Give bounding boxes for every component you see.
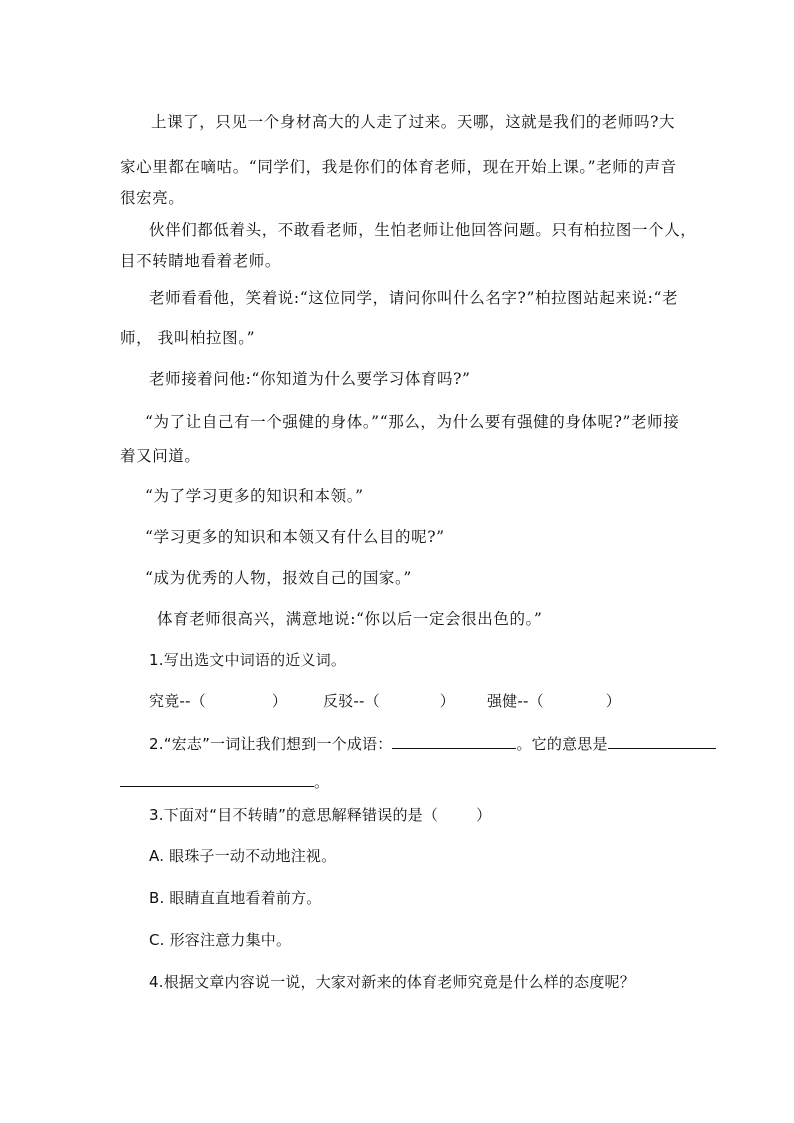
question-3-close: ） (476, 806, 492, 824)
q3-option-c: C. 形容注意力集中。 (149, 931, 292, 949)
passage-p6: “为了学习更多的知识和本领。” (145, 487, 364, 505)
passage-p3-line1: 老师看看他，笑着说:“这位同学，请问你叫什么名字?”柏拉图站起来说:“老 (149, 289, 679, 307)
q1-word-1-close: ） (271, 692, 288, 710)
question-3-stem: 3.下面对“目不转睛”的意思解释错误的是（ (149, 806, 439, 824)
q2-meaning-blank-2[interactable] (120, 770, 314, 787)
passage-p4: 老师接着问他:“你知道为什么要学习体育吗?” (149, 370, 471, 388)
question-3-text (149, 804, 491, 825)
question-4-text: 4.根据文章内容说一说，大家对新来的体育老师究竟是什么样的态度呢？ (149, 973, 635, 991)
question-2-text-b: 。它的意思是 (516, 735, 608, 753)
passage-p1-line2: 家心里都在嘀咕。“同学们，我是你们的体育老师，现在开始上课。”老师的声音 (120, 158, 677, 176)
passage-p5-line2: 着又问道。 (120, 447, 201, 465)
passage-p7: “学习更多的知识和本领又有什么目的呢?” (145, 528, 445, 546)
passage-p1-line3: 很宏亮。 (120, 189, 185, 207)
passage-p8: “成为优秀的人物，报效自己的国家。” (145, 569, 412, 587)
q3-option-a: A. 眼珠子一动不动地注视。 (149, 847, 337, 865)
q2-meaning-blank-1[interactable] (608, 732, 716, 749)
q1-word-2: 反驳--（ (322, 692, 380, 710)
passage-p9: 体育老师很高兴，满意地说:“你以后一定会很出色的。” (157, 610, 543, 628)
question-2-line1 (149, 732, 716, 754)
passage-p2-line1: 伙伴们都低着头，不敢看老师，生怕老师让他回答问题。只有柏拉图一个人， (149, 221, 697, 239)
question-1-row (149, 690, 621, 711)
question-2-end: 。 (314, 773, 330, 791)
question-2-text-a: 2.“宏志”一词让我们想到一个成语： (149, 735, 393, 753)
passage-p5-line1: “为了让自己有一个强健的身体。”“那么，为什么要有强健的身体呢?”老师接 (145, 413, 680, 431)
q1-word-1: 究竟--（ (149, 692, 206, 710)
question-2-line2 (120, 770, 329, 792)
q1-word-3: 强健--（ (486, 692, 544, 710)
question-1-text: 1.写出选文中词语的近义词。 (149, 651, 347, 669)
q3-option-b: B. 眼睛直直地看着前方。 (149, 889, 322, 907)
q1-word-2-close: ） (439, 692, 455, 710)
q1-word-3-close: ） (605, 692, 621, 710)
passage-p1-line1: 上课了，只见一个身材高大的人走了过来。天哪，这就是我们的老师吗?大 (151, 113, 676, 131)
passage-p3-line2: 师， 我叫柏拉图。” (120, 329, 256, 347)
passage-p2-line2: 目不转睛地看着老师。 (120, 252, 282, 270)
q2-idiom-blank[interactable] (392, 732, 516, 749)
